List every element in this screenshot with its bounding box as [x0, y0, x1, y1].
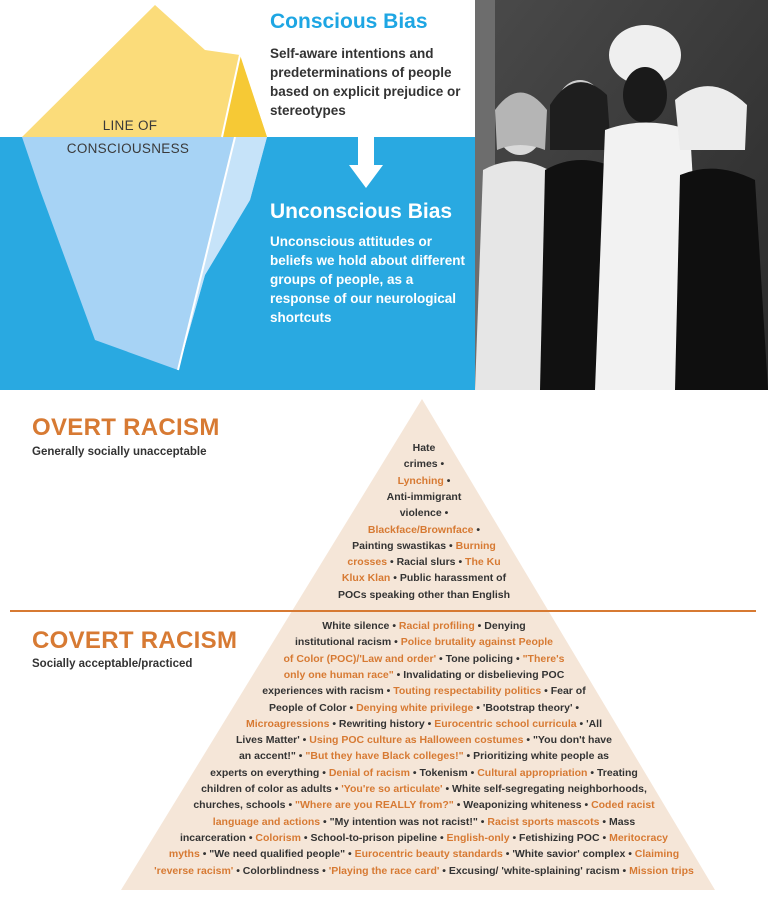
highlighted-example: "There's [522, 652, 565, 665]
overt-line [40, 538, 768, 554]
covert-line [40, 618, 768, 634]
overt-line [40, 473, 768, 489]
example-text: crimes • [403, 458, 445, 471]
example-text: POCs speaking other than English [337, 588, 511, 601]
overt-line [40, 505, 768, 521]
example-text: Lives Matter' • [236, 734, 310, 747]
covert-line [40, 781, 768, 797]
example-text: • Racial slurs • [387, 556, 466, 569]
example-text: incarceration • [179, 831, 256, 844]
covert-line [40, 700, 768, 716]
highlighted-example: Blackface/Brownface [367, 523, 474, 536]
highlighted-example: Denying white privilege [356, 701, 474, 714]
overt-line [40, 587, 768, 603]
covert-line [40, 716, 768, 732]
line-label-2: CONSCIOUSNESS [66, 141, 190, 156]
overt-racism-title: OVERT RACISM [32, 414, 220, 441]
example-text: • [473, 523, 481, 536]
highlighted-example: myths [168, 848, 200, 861]
top-section [0, 0, 768, 390]
highlighted-example: 'You're so articulate' [341, 783, 443, 795]
example-text: • "You don't have [523, 734, 612, 747]
example-text: • Fear of [541, 685, 586, 698]
example-text: • "We need qualified people" • [199, 848, 355, 861]
example-text: violence • [399, 507, 449, 520]
example-text: • Tokenism • [409, 766, 478, 779]
highlighted-example: Coded racist [591, 799, 655, 812]
covert-racism-subtitle: Socially acceptable/practiced [32, 658, 193, 670]
highlighted-example: Police brutality against People [400, 636, 554, 649]
overt-line [40, 440, 768, 456]
example-text: • Public harassment of [390, 572, 507, 585]
overt-line [40, 554, 768, 570]
overt-line [40, 489, 768, 505]
iceberg-infographic [0, 0, 475, 390]
unconscious-bias-title: Unconscious Bias [270, 200, 453, 223]
covert-line [40, 732, 768, 748]
example-text: People of Color • [268, 701, 357, 714]
covert-line [40, 634, 768, 650]
highlighted-example: crosses [347, 556, 388, 569]
highlighted-example: Cultural appropriation [477, 766, 588, 779]
covert-line [40, 765, 768, 781]
covert-line [40, 846, 768, 862]
example-text: White silence • [322, 620, 399, 632]
highlighted-example: Using POC culture as Halloween costumes [309, 734, 524, 747]
covert-racism-title: COVERT RACISM [32, 627, 238, 654]
example-text: • [443, 474, 451, 487]
highlighted-example: Colorism [255, 831, 301, 844]
highlighted-example: language and actions [212, 815, 321, 828]
covert-line [40, 863, 768, 879]
covert-line [40, 830, 768, 846]
overt-line [40, 456, 768, 472]
example-text: • Rewriting history • [329, 717, 435, 730]
overt-line [40, 522, 768, 538]
highlighted-example: Lynching [397, 474, 444, 487]
covert-line [40, 667, 768, 683]
example-text: • 'Bootstrap theory' • [473, 701, 580, 714]
highlighted-example: Meritocracy [609, 831, 669, 844]
highlighted-example: Denial of racism [328, 766, 410, 779]
covert-line [40, 683, 768, 699]
example-text: • Prioritizing white people as [463, 750, 610, 763]
overt-racism-subtitle: Generally socially unacceptable [32, 446, 207, 458]
highlighted-example: Klux Klan [341, 572, 391, 585]
covert-line [40, 797, 768, 813]
highlighted-example: 'Playing the race card' [328, 864, 440, 877]
racism-pyramid-section [0, 390, 768, 902]
example-text: Hate [412, 442, 436, 454]
photo-illustration [475, 0, 768, 390]
highlighted-example: English-only [446, 831, 510, 844]
covert-line [40, 814, 768, 830]
example-text: • White self-segregating neighborhoods, [442, 783, 647, 795]
highlighted-example: Eurocentric school curricula [434, 717, 577, 730]
conscious-bias-title: Conscious Bias [270, 10, 428, 33]
example-text: • Treating [587, 766, 638, 779]
overt-line [40, 570, 768, 586]
photo [475, 0, 768, 390]
example-text: • Excusing/ 'white-splaining' racism • [439, 864, 630, 877]
example-text: • Tone policing • [436, 652, 523, 665]
example-text: • Mass [599, 815, 636, 828]
example-text: churches, schools • [193, 799, 296, 812]
example-text: • Invalidating or disbelieving POC [393, 668, 565, 681]
example-text: Painting swastikas • [352, 539, 456, 552]
highlighted-example: Touting respectability politics [393, 685, 542, 698]
example-text: • 'White savior' complex • [502, 848, 635, 861]
conscious-bias-text: Self-aware intentions and predeterminations of people based on explicit prejudice or stereotypes [270, 46, 461, 118]
example-text: experiences with racism • [262, 685, 394, 698]
highlighted-example: Burning [455, 539, 496, 552]
highlighted-example: "Where are you REALLY from?" [295, 799, 454, 812]
highlighted-example: Mission trips [629, 864, 694, 877]
example-text: • School-to-prison pipeline • [300, 831, 447, 844]
example-text: • 'All [576, 717, 603, 730]
highlighted-example: Claiming [634, 848, 680, 861]
example-text: • Denying [474, 620, 526, 632]
highlighted-example: Eurocentric beauty standards [354, 848, 503, 861]
example-text: children of color as adults • [201, 783, 342, 795]
example-text: institutional racism • [294, 636, 401, 649]
highlighted-example: only one human race" [283, 668, 394, 681]
example-text: • Colorblindness • [233, 864, 329, 877]
example-text: • Weaponizing whiteness • [453, 799, 592, 812]
highlighted-example: Racist sports mascots [487, 815, 600, 828]
unconscious-bias-text: Unconscious attitudes or beliefs we hold about different groups of people, as a response of our neurological shortcuts [270, 234, 466, 325]
highlighted-example: of Color (POC)/'Law and order' [283, 652, 437, 665]
highlighted-example: 'reverse racism' [154, 864, 234, 877]
highlighted-example: The Ku [465, 556, 501, 569]
example-text: Anti-immigrant [386, 490, 462, 503]
line-label-1: LINE OF [102, 118, 158, 133]
highlighted-example: Racial profiling [398, 620, 475, 632]
example-text: • Fetishizing POC • [509, 831, 610, 844]
highlighted-example: Microagressions [245, 717, 330, 730]
covert-line [40, 748, 768, 764]
highlighted-example: "But they have Black colleges!" [305, 750, 464, 763]
covert-line [40, 651, 768, 667]
example-text: • "My intention was not racist!" • [320, 815, 488, 828]
example-text: experts on everything • [210, 766, 329, 779]
example-text: an accent!" • [238, 750, 306, 763]
